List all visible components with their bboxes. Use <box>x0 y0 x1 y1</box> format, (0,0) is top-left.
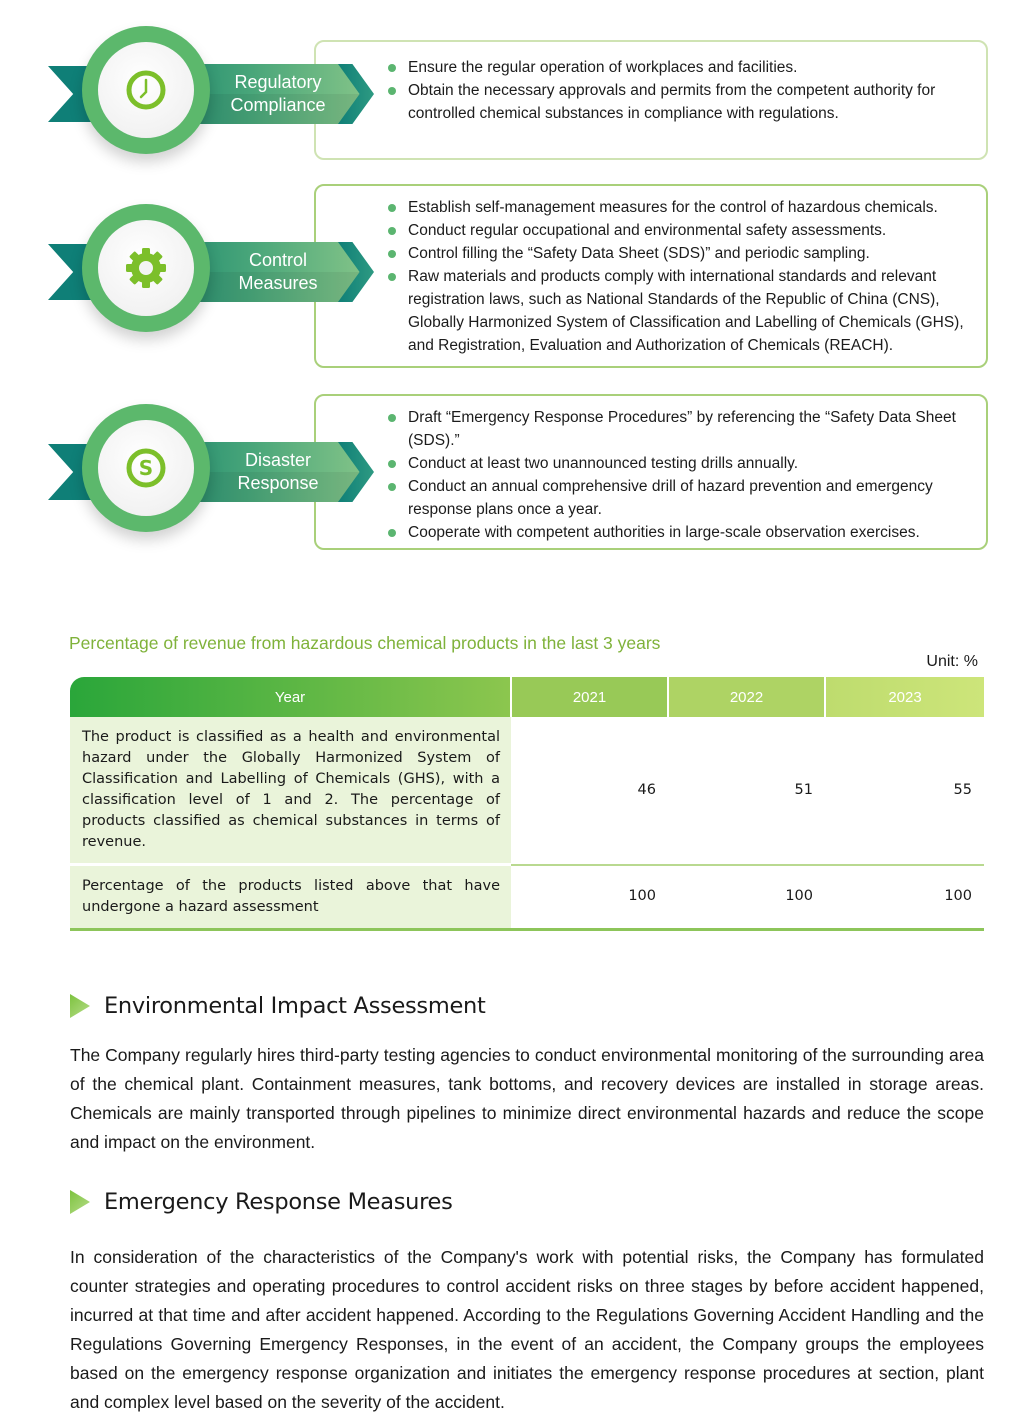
cell-2022: 100 <box>668 865 825 930</box>
bullet-item: Obtain the necessary approvals and permits from the competent authority for controlled chemical substances in compliance with regulations. <box>388 79 948 125</box>
cell-2021: 100 <box>511 865 668 930</box>
badge-circle <box>82 26 210 154</box>
bullet-item: Conduct at least two unannounced testing drills annually. <box>388 452 972 475</box>
bullet-item: Conduct an annual comprehensive drill of hazard prevention and emergency response plans once a year. <box>388 475 972 521</box>
bullet-item: Raw materials and products comply with international standards and relevant registration laws, such as National Standards of the Republic of China (CNS), Globally Harmonized System of Classification and Labelling of Chemicals (GHS), and Registration, Evaluation and Authorization of Chemicals (REACH). <box>388 265 972 357</box>
gear-icon <box>123 245 169 291</box>
row-label: Percentage of the products listed above that have undergone a hazard assessment <box>70 865 511 930</box>
svg-text:S: S <box>138 456 154 480</box>
section-body: The Company regularly hires third-party testing agencies to conduct environmental monitoring of the surrounding area of the chemical plant. Containment measures, tank bottoms, and recovery devices are installed in storage areas. Chemicals are mainly transported through pipelines to minimize direct environmental hazards and reduce the scope and impact on the environment. <box>70 1045 984 1152</box>
table-row <box>70 717 984 865</box>
triangle-bullet-icon <box>70 994 90 1018</box>
section-title: Emergency Response Measures <box>104 1189 453 1215</box>
cell-2023: 100 <box>825 865 984 930</box>
table-header-row <box>70 677 984 717</box>
badge-title: Control Measures <box>238 250 318 293</box>
dollar-coin-icon <box>124 446 168 490</box>
row-label: The product is classified as a health and environmental hazard under the Globally Harmonized System of Classification and Labelling of Chemicals (GHS), with a classification level of 1 and 2. The percentage of products classified as chemical substances in terms of revenue. <box>70 717 511 865</box>
process-block-control-measures <box>48 184 988 374</box>
header-2021: 2021 <box>511 677 668 717</box>
bullet-item: Cooperate with competent authorities in large-scale observation exercises. <box>388 521 972 544</box>
badge-circle <box>82 404 210 532</box>
cell-2022: 51 <box>668 717 825 865</box>
regulatory-compliance-badge <box>48 26 378 156</box>
cell-2023: 55 <box>825 717 984 865</box>
process-block-regulatory-compliance <box>48 26 988 166</box>
table-title: Percentage of revenue from hazardous chemical products in the last 3 years <box>69 633 661 653</box>
disaster-response-panel <box>314 394 988 550</box>
section-title: Environmental Impact Assessment <box>104 993 486 1019</box>
revenue-table <box>70 677 984 931</box>
badge-title: Regulatory Compliance <box>230 72 326 115</box>
disaster-response-badge <box>48 404 378 534</box>
bullet-item: Conduct regular occupational and environmental safety assessments. <box>388 219 972 242</box>
clock-icon <box>124 68 168 112</box>
badge-circle <box>82 204 210 332</box>
header-year: Year <box>70 677 511 717</box>
bullet-item: Establish self-management measures for the control of hazardous chemicals. <box>388 196 972 219</box>
bullet-item: Control filling the “Safety Data Sheet (SDS)” and periodic sampling. <box>388 242 972 265</box>
control-measures-badge <box>48 204 378 334</box>
table-unit: Unit: % <box>926 653 978 670</box>
header-2023: 2023 <box>825 677 984 717</box>
badge-title: Disaster Response <box>237 450 319 493</box>
control-measures-panel <box>314 184 988 368</box>
section-heading-emergency-response <box>70 1189 453 1215</box>
regulatory-compliance-panel <box>314 40 988 160</box>
triangle-bullet-icon <box>70 1190 90 1214</box>
table-row <box>70 865 984 930</box>
section-body: In consideration of the characteristics of the Company's work with potential risks, the Company has formulated counter strategies and operating procedures to control accident risks on three stages by before accident happened, incurred at that time and after accident happened. According to the Regulations Governing Accident Handling and the Regulations Governing Emergency Responses, in the event of an accident, the Company groups the employees based on the emergency response organization and initiates the emergency response procedures at section, plant and complex level based on the severity of the accident. <box>70 1247 984 1412</box>
bullet-item: Ensure the regular operation of workplaces and facilities. <box>388 56 972 79</box>
bullet-item: Draft “Emergency Response Procedures” by referencing the “Safety Data Sheet (SDS).” <box>388 406 972 452</box>
header-2022: 2022 <box>668 677 825 717</box>
cell-2021: 46 <box>511 717 668 865</box>
section-heading-environmental-impact <box>70 993 486 1019</box>
process-block-disaster-response <box>48 394 988 554</box>
